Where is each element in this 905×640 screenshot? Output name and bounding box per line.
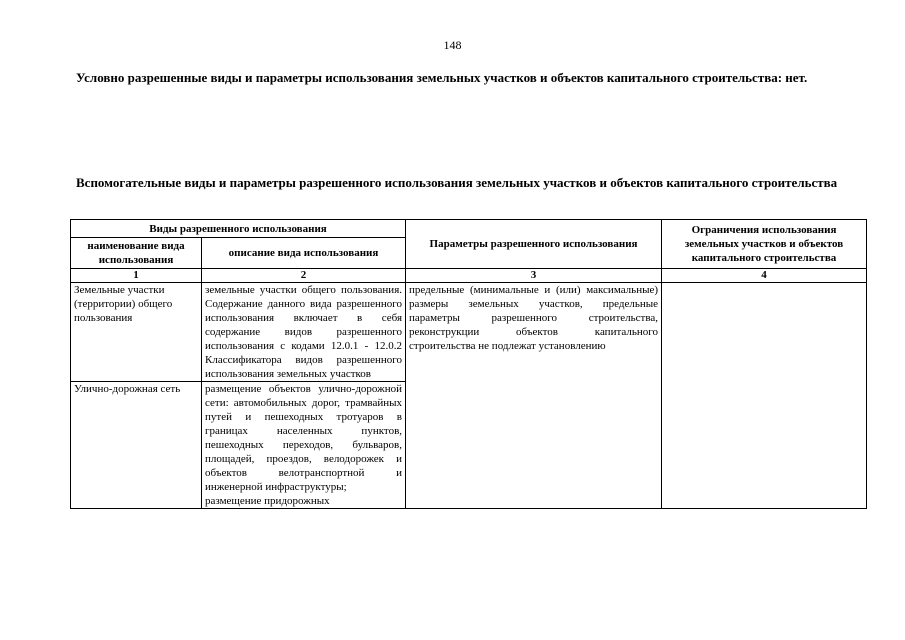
use-name-cell: Улично-дорожная сеть (71, 382, 202, 509)
use-description-continuation: размещение придорожных (205, 495, 330, 507)
heading-conditional-use: Условно разрешенные виды и параметры использования земельных участков и объектов капитального строительства: нет. (76, 70, 808, 85)
column-number-1: 1 (71, 269, 202, 283)
use-description-cell: земельные участки общего пользования. Содержание данного вида разрешенного использования включает в себя содержание видов разрешенного использования с кодами 12.0.1 - 12.0.2 Классификатора видов разрешенного использования земельных участков (202, 283, 406, 382)
column-number-4: 4 (662, 269, 867, 283)
use-description-cell (202, 382, 406, 509)
header-parameters: Параметры разрешенного использования (406, 220, 662, 269)
parameters-cell: предельные (минимальные и (или) максимальные) размеры земельных участков, предельные параметры разрешенного строительства, реконструкции объектов капитального строительства не подлежат установлению (406, 283, 662, 509)
header-use-name: наименование вида использования (71, 238, 202, 269)
table-row (71, 283, 867, 382)
land-use-table (70, 219, 867, 509)
header-restrictions: Ограничения использования земельных участков и объектов капитального строительства (662, 220, 867, 269)
column-number-2: 2 (202, 269, 406, 283)
restrictions-cell (662, 283, 867, 509)
header-permitted-use-types: Виды разрешенного использования (71, 220, 406, 238)
page-number: 148 (443, 38, 462, 52)
column-number-3: 3 (406, 269, 662, 283)
header-use-description: описание вида использования (202, 238, 406, 269)
use-description-text: размещение объектов улично-дорожной сети: автомобильных дорог, трамвайных путей и пешеходных тротуаров в границах населенных пунктов, пешеходных переходов, бульваров, площадей, проездов, велодорожек и объектов велотранспортной и инженерной инфраструктуры; (205, 383, 403, 493)
heading-auxiliary-use: Вспомогательные виды и параметры разрешенного использования земельных участков и объектов капитального строительства (76, 175, 838, 190)
use-name-cell: Земельные участки (территории) общего пользования (71, 283, 202, 382)
